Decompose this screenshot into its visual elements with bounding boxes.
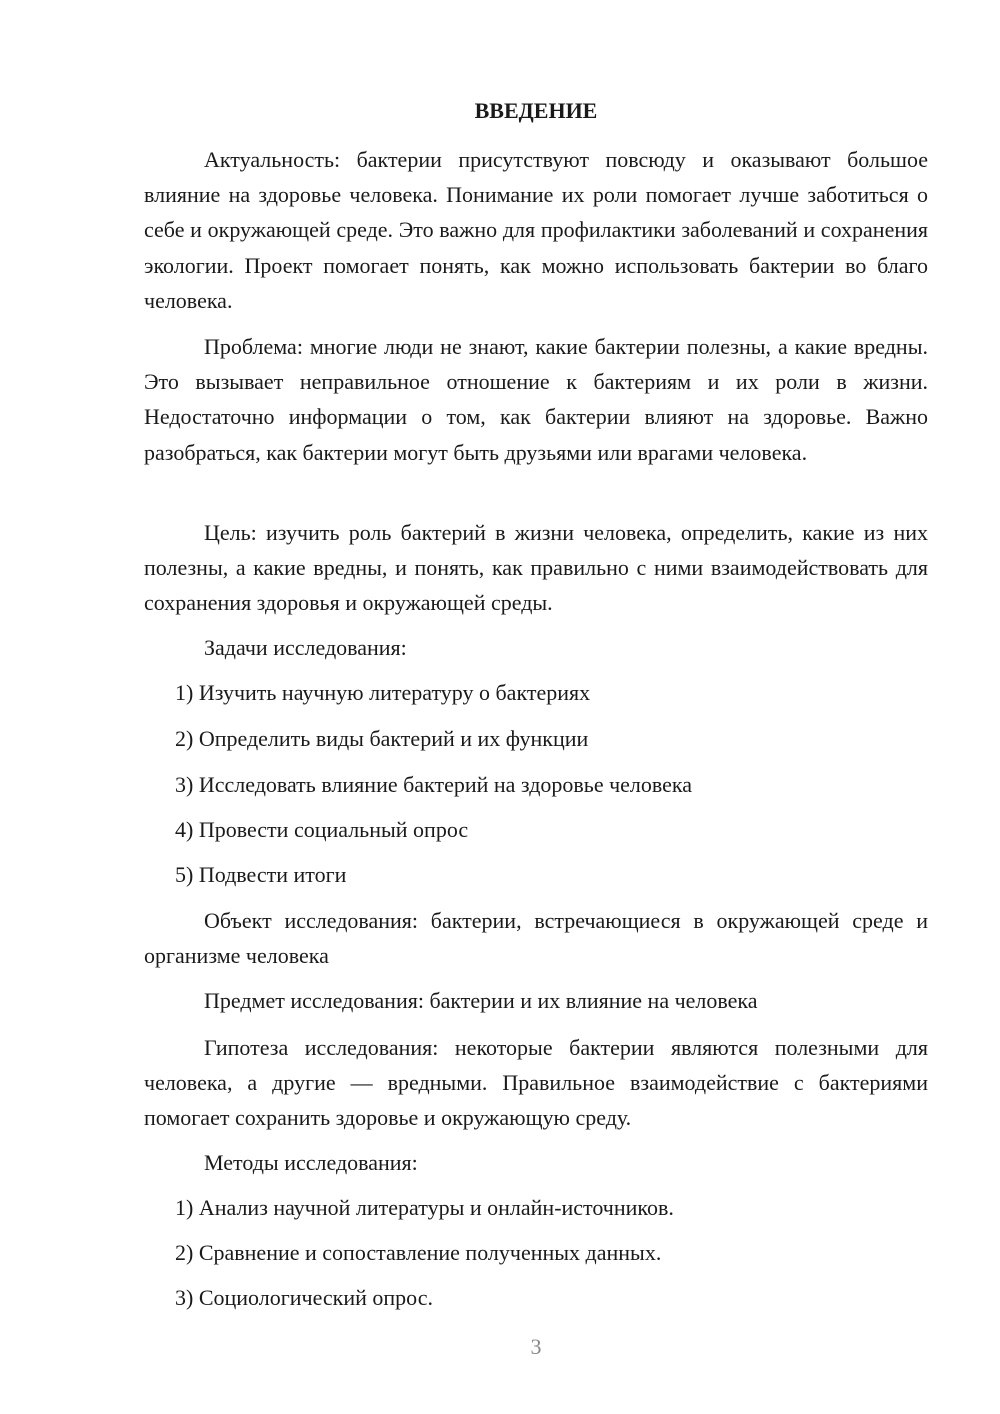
methods-heading: Методы исследования: (204, 1150, 418, 1175)
task-item: 4) Провести социальный опрос (175, 817, 469, 842)
tasks-heading: Задачи исследования: (204, 635, 407, 660)
goal-paragraph: Цель: изучить роль бактерий в жизни человека, определить, какие из них полезны, а какие вредны, и понять, как правильно с ними взаимодействовать для сохранения здоровья и окружающей среды. (144, 520, 928, 616)
actuality-paragraph: Актуальность: бактерии присутствуют повсюду и оказывают большое влияние на здоровье человека. Понимание их роли помогает лучше заботиться о себе и окружающей среде. Это важно для профилактики заболеваний и сохранения экологии. Проект помогает понять, как можно использовать бактерии во благо человека. (144, 147, 928, 313)
task-item: 1) Изучить научную литературу о бактериях (175, 680, 591, 705)
page-title: ВВЕДЕНИЕ (474, 98, 598, 123)
problem-paragraph: Проблема: многие люди не знают, какие бактерии полезны, а какие вредны. Это вызывает неправильное отношение к бактериям и их роли в жизни. Недостаточно информации о том, как бактерии влияют на здоровье. Важно разобраться, как бактерии могут быть друзьями или врагами человека. (144, 334, 928, 465)
method-item: 2) Сравнение и сопоставление полученных данных. (175, 1240, 662, 1265)
method-item: 1) Анализ научной литературы и онлайн-источников. (175, 1195, 674, 1220)
task-item: 5) Подвести итоги (175, 862, 347, 887)
hypothesis-paragraph: Гипотеза исследования: некоторые бактерии являются полезными для человека, а другие — вредными. Правильное взаимодействие с бактериями помогает сохранить здоровье и окружающую среду. (144, 1035, 928, 1131)
page-number: 3 (530, 1334, 542, 1359)
task-item: 2) Определить виды бактерий и их функции (175, 726, 589, 751)
object-paragraph: Объект исследования: бактерии, встречающиеся в окружающей среде и организме человека (144, 908, 928, 969)
task-item: 3) Исследовать влияние бактерий на здоровье человека (175, 772, 693, 797)
method-item: 3) Социологический опрос. (175, 1285, 433, 1310)
subject-paragraph: Предмет исследования: бактерии и их влияние на человека (204, 988, 758, 1013)
